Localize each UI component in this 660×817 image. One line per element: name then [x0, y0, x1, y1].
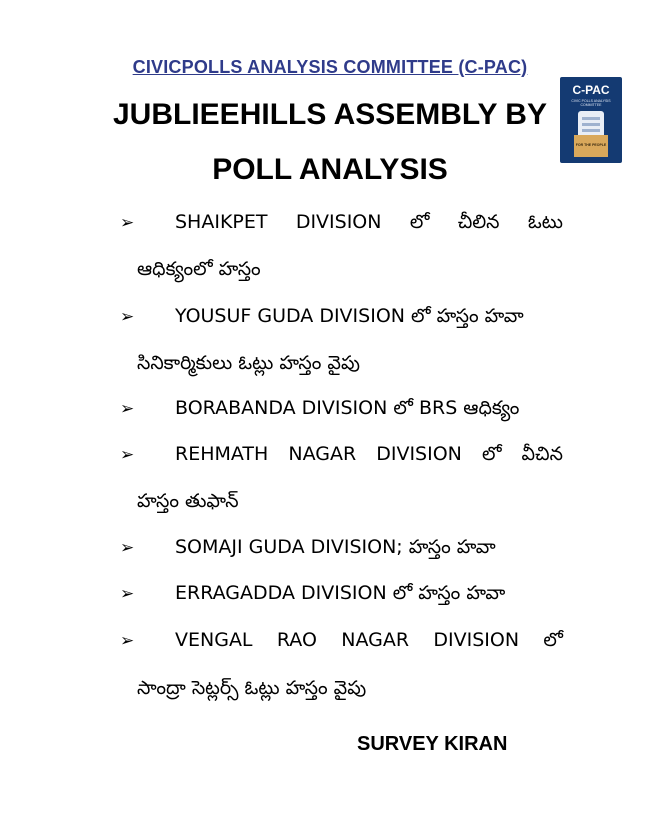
list-item-continuation: సాంద్రా సెట్లర్స్ ఓట్లు హస్తం వైపు — [137, 677, 367, 699]
list-item-word: లో — [481, 443, 502, 465]
list-item-word: DIVISION — [295, 211, 382, 233]
logo-subtitle: CIVIC POLLS ANALYSIS COMMITTEE — [571, 99, 611, 107]
committee-heading: CIVICPOLLS ANALYSIS COMMITTEE (C-PAC) — [132, 57, 528, 77]
list-item-word: వీచిన — [521, 443, 563, 465]
list-item-continuation: హస్తం తుఫాన్ — [137, 490, 239, 512]
logo-box-text: FOR THE PEOPLE — [575, 143, 607, 147]
bullet-arrow-icon: ➢ — [120, 307, 135, 327]
bullet-arrow-icon: ➢ — [120, 399, 135, 419]
list-item-word: NAGAR — [288, 443, 357, 465]
list-item-word: లో — [409, 211, 430, 233]
page-title-line-1: JUBLIEEHILLS ASSEMBLY BY — [113, 98, 547, 131]
bullet-arrow-icon: ➢ — [120, 213, 135, 233]
cpac-logo — [560, 77, 622, 163]
list-item-word: చీలిన — [457, 211, 500, 233]
bullet-arrow-icon: ➢ — [120, 584, 135, 604]
list-item-word: ఓటు — [527, 211, 563, 233]
bullet-arrow-icon: ➢ — [120, 538, 135, 558]
list-item-word: RAO — [276, 629, 317, 651]
bullet-arrow-icon: ➢ — [120, 445, 135, 465]
list-item-word: లో — [543, 629, 563, 651]
list-item-line: YOUSUF GUDA DIVISION లో హస్తం హవా — [175, 305, 524, 327]
bullet-arrow-icon: ➢ — [120, 631, 135, 651]
list-item-line — [175, 629, 563, 656]
ballot-box-icon — [574, 135, 608, 157]
signature: SURVEY KIRAN — [357, 733, 508, 755]
list-item-line: SOMAJI GUDA DIVISION; హస్తం హవా — [175, 536, 496, 558]
list-item-line: BORABANDA DIVISION లో BRS ఆధిక్యం — [175, 397, 520, 419]
list-item-continuation: సినికార్మికులు ఓట్లు హస్తం వైపు — [137, 352, 360, 374]
list-item-line — [175, 211, 563, 238]
list-item-word: DIVISION — [433, 629, 520, 651]
list-item-word: REHMATH — [175, 443, 269, 465]
list-item-word: DIVISION — [376, 443, 462, 465]
list-item-word: VENGAL — [175, 629, 253, 651]
list-item-continuation: ఆధిక్యంలో హస్తం — [137, 258, 261, 280]
list-item-word: NAGAR — [341, 629, 410, 651]
logo-title: C-PAC — [572, 83, 610, 97]
list-item-line: ERRAGADDA DIVISION లో హస్తం హవా — [175, 582, 506, 604]
list-item-line — [175, 443, 563, 470]
page-title-line-2: POLL ANALYSIS — [212, 153, 448, 186]
list-item-word: SHAIKPET — [175, 211, 268, 233]
